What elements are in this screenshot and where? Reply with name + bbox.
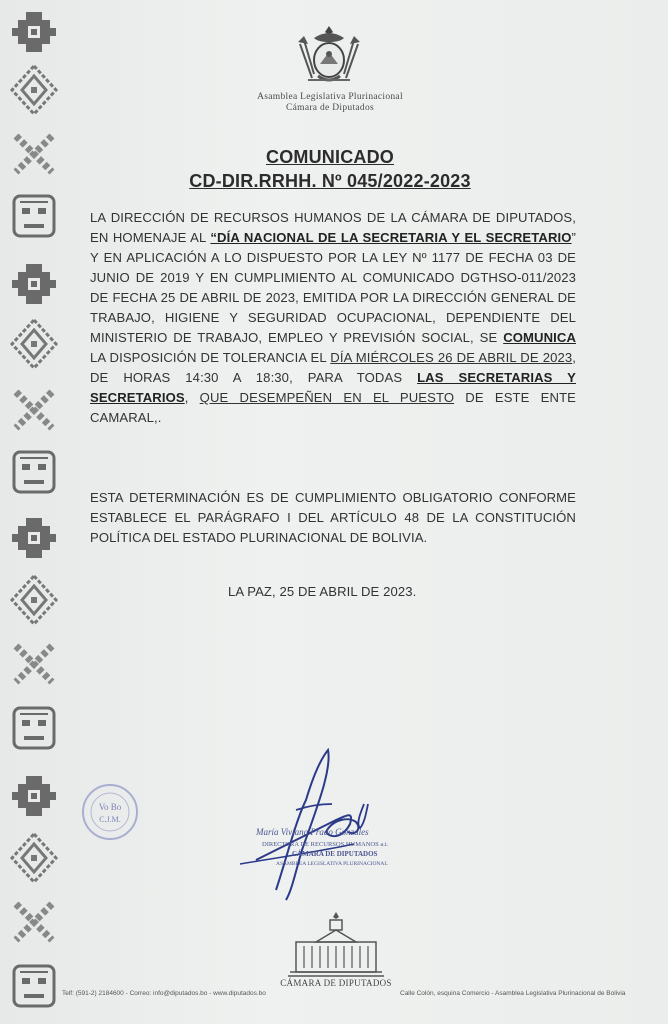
footer-contact: Telf: (591-2) 2184600 - Correo: info@diputados.bo - www.diputados.bo [62,990,266,997]
document-number: CD-DIR.RRHH. Nº 045/2022-2023 [189,171,471,191]
coat-of-arms-icon [294,24,364,88]
bold-underlined-text: LAS SECRETARIAS Y SECRETARIOS [90,370,576,405]
x-ornament-icon [8,128,60,180]
bold-underlined-text: COMUNICA [503,330,576,345]
main-paragraph [90,208,576,428]
bold-underlined-text: “DÍA NACIONAL DE LA SECRETARIA Y EL SECRETARIO [210,230,572,245]
square-ornament-icon [8,6,60,58]
square-ornament-icon [8,258,60,310]
paragraph-text: LA DIRECCIÓN DE RECURSOS HUMANOS DE LA CÁMARA DE DIPUTADOS, EN HOMENAJE AL [90,210,576,245]
document-title: COMUNICADO [266,147,394,167]
chamber-name: Cámara de Diputados [285,103,374,113]
paragraph-text: , [184,390,200,405]
left-border-ornaments [8,0,60,1024]
x-ornament-icon [8,638,60,690]
x-ornament-icon [8,896,60,948]
signer-position: DIRECTORA DE RECURSOS HUMANOS a.i. [262,841,389,848]
second-paragraph: ESTA DETERMINACIÓN ES DE CUMPLIMIENTO OBLIGATORIO CONFORME ESTABLECE EL PARÁGRAFO I DEL ARTÍCULO 48 DE LA CONSTITUCIÓN POLÍTICA DEL ESTADO PLURINACIONAL DE BOLIVIA. [90,490,576,545]
footer-address: Calle Colón, esquina Comercio - Asamblea Legislativa Plurinacional de Bolivia [400,990,626,997]
underlined-text: QUE DESEMPEÑEN EN EL PUESTO [199,390,455,405]
building-caption: CÁMARA DE DIPUTADOS [280,978,392,988]
signer-name: María Viviana Prado Gonzales [256,827,369,837]
paragraph-text: LA DISPOSICIÓN DE TOLERANCIA EL [90,350,331,365]
paragraph-text: DE ESTE ENTE CAMARAL,. [90,390,576,425]
stamp-line-1: Vo Bo [98,802,122,812]
square-ornament-icon [8,512,60,564]
underlined-date: DÍA MIÉRCOLES 26 DE ABRIL DE 2023 [330,350,573,365]
square-ornament-icon [8,770,60,822]
diamond-ornament-icon [8,64,60,116]
stamp-line-2: C.J.M. [99,815,121,824]
mask-ornament-icon [8,960,60,1012]
diamond-ornament-icon [8,574,60,626]
signer-entity-2: ASAMBLEA LEGISLATIVA PLURINACIONAL [276,861,388,867]
mask-ornament-icon [8,702,60,754]
institution-name: Asamblea Legislativa Plurinacional [257,92,403,102]
signer-entity: CÁMARA DE DIPUTADOS [292,850,378,858]
stamp-seal-icon [80,782,140,842]
diamond-ornament-icon [8,832,60,884]
diamond-ornament-icon [8,318,60,370]
place-and-date: LA PAZ, 25 DE ABRIL DE 2023. [228,584,417,599]
mask-ornament-icon [8,446,60,498]
paragraph-text: ” Y EN APLICACIÓN A LO DISPUESTO POR LA LEY Nº 1177 DE FECHA 03 DE JUNIO DE 2019 Y EN CUMPLIMIENTO AL COMUNICADO DGTHSO-011/2023 DE FECHA 25 DE ABRIL DE 2023, EMITIDA POR LA DIRECCIÓN GENERAL DE TRABAJO, HIGIENE Y SEGURIDAD OCUPACIONAL, DEPENDIENTE DEL MINISTERIO DE TRABAJO, EMPLEO Y PREVISIÓN SOCIAL, SE [90,230,576,345]
paragraph-text: , DE HORAS 14:30 A 18:30, PARA TODAS [90,350,576,385]
mask-ornament-icon [8,190,60,242]
x-ornament-icon [8,384,60,436]
handwritten-signature [236,740,396,910]
